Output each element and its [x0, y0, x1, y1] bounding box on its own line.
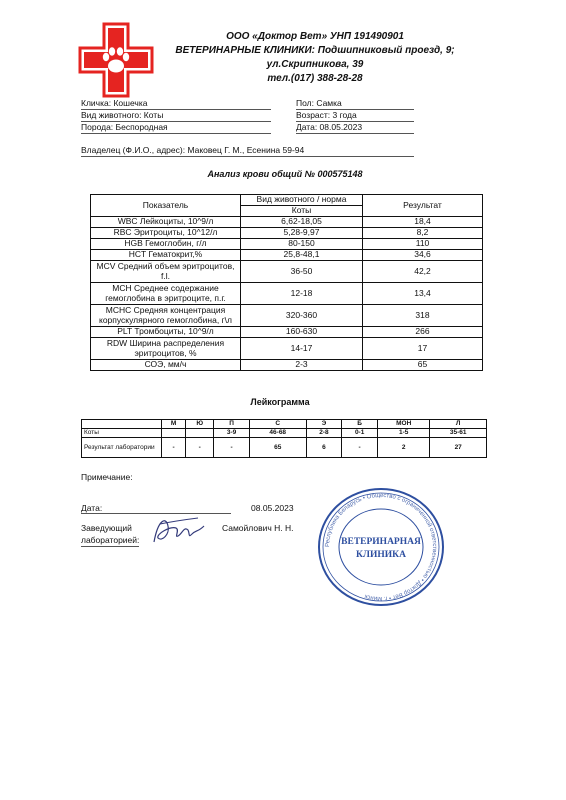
leukogram-col-header: Э: [306, 420, 342, 429]
cell-param: WBC Лейкоциты, 10^9/л: [91, 217, 241, 228]
leukogram-norm-cell: 46-68: [249, 429, 306, 438]
leukogram-col-header: М: [162, 420, 186, 429]
table-row: [91, 360, 483, 371]
cell-result: 34,6: [363, 250, 483, 261]
stamp-center-2: КЛИНИКА: [356, 550, 406, 560]
leukogram-col-header: С: [249, 420, 306, 429]
leukogram-result-cell: 6: [306, 438, 342, 458]
head-name: Самойлович Н. Н.: [222, 523, 294, 533]
signature-icon: [148, 512, 208, 548]
stamp-ring-text: Республика Беларусь • Общество с ограниченной ответственностью • Доктор Вет • г. Минск: [324, 492, 438, 602]
date-label: Дата:: [81, 503, 103, 513]
leukogram-col-header: Б: [342, 420, 378, 429]
cell-result: 18,4: [363, 217, 483, 228]
cell-norm: 25,8-48,1: [241, 250, 363, 261]
leukogram-norm-label: Коты: [82, 429, 162, 438]
cell-param: HGB Гемоглобин, г/л: [91, 239, 241, 250]
head-label-1: Заведующий: [81, 523, 132, 533]
header-line-2: ВЕТЕРИНАРНЫЕ КЛИНИКИ: Подшипниковый проезд, 9;: [175, 45, 455, 56]
leukogram-result-cell: -: [214, 438, 250, 458]
leukogram-result-cell: -: [186, 438, 214, 458]
note-label: Примечание:: [81, 472, 133, 482]
header-line-4: тел.(017) 388-28-28: [267, 73, 363, 84]
table-row: [91, 338, 483, 360]
leukogram-result-label: Результат лаборатории: [82, 438, 162, 458]
cell-norm: 2-3: [241, 360, 363, 371]
cell-norm: 6,62-18,05: [241, 217, 363, 228]
cell-norm: 36-50: [241, 261, 363, 283]
patient-date: Дата: 08.05.2023: [296, 122, 414, 134]
cell-param: MCH Среднее содержание гемоглобина в эритроците, п.г.: [91, 283, 241, 305]
clinic-stamp-icon: [316, 486, 446, 608]
cell-param: MCV Средний объем эритроцитов, f.l.: [91, 261, 241, 283]
patient-species: Вид животного: Коты: [81, 110, 271, 122]
header-line-1: ООО «Доктор Вет» УНП 191490901: [226, 31, 404, 42]
stamp-center-1: ВЕТЕРИНАРНАЯ: [341, 537, 421, 547]
leukogram-norm-cell: 1-5: [378, 429, 430, 438]
patient-owner: Владелец (Ф.И.О., адрес): Маковец Г. М., Есенина 59-94: [81, 145, 414, 157]
leukogram-norm-cell: 2-8: [306, 429, 342, 438]
clinic-logo-icon: [78, 22, 154, 98]
leukogram-norm-cell: 0-1: [342, 429, 378, 438]
patient-breed: Порода: Беспородная: [81, 122, 271, 134]
patient-nickname: Кличка: Кошечка: [81, 98, 271, 110]
leukogram-result-cell: 2: [378, 438, 430, 458]
cell-result: 17: [363, 338, 483, 360]
cell-norm: 160-630: [241, 327, 363, 338]
cell-norm: 320-360: [241, 305, 363, 327]
cell-result: 266: [363, 327, 483, 338]
cell-param: RBC Эритроциты, 10^12/л: [91, 228, 241, 239]
cell-result: 42,2: [363, 261, 483, 283]
clinic-header: [150, 30, 480, 86]
header-param: Показатель: [91, 195, 241, 217]
leukogram-col-header: Л: [430, 420, 487, 429]
date-value: 08.05.2023: [251, 503, 294, 513]
cell-result: 318: [363, 305, 483, 327]
cell-norm: 14-17: [241, 338, 363, 360]
leukogram-norm-cell: [186, 429, 214, 438]
table-row: [91, 261, 483, 283]
leukogram-col-header: Ю: [186, 420, 214, 429]
leukogram-table: [81, 419, 487, 458]
cell-result: 65: [363, 360, 483, 371]
table-row: [91, 217, 483, 228]
analysis-title: Анализ крови общий № 000575148: [207, 169, 363, 179]
cell-param: HCT Гематокрит,%: [91, 250, 241, 261]
leukogram-title: Лейкограмма: [250, 397, 310, 407]
cell-norm: 5,28-9,97: [241, 228, 363, 239]
leukogram-corner: [82, 420, 162, 429]
leukogram-col-header: П: [214, 420, 250, 429]
leukogram-norm-cell: 35-61: [430, 429, 487, 438]
header-norm-species: Коты: [241, 206, 363, 217]
cell-result: 13,4: [363, 283, 483, 305]
cell-param: СОЭ, мм/ч: [91, 360, 241, 371]
table-row: [91, 228, 483, 239]
table-row: [91, 305, 483, 327]
cell-result: 8,2: [363, 228, 483, 239]
leukogram-result-cell: 27: [430, 438, 487, 458]
cell-result: 110: [363, 239, 483, 250]
leukogram-norm-cell: [162, 429, 186, 438]
header-norm: Вид животного / норма: [241, 195, 363, 206]
cell-param: MCHC Средняя концентрация корпускулярного гемоглобина, г\л: [91, 305, 241, 327]
cell-norm: 12-18: [241, 283, 363, 305]
leukogram-result-cell: -: [342, 438, 378, 458]
head-label-2: лабораторией:: [81, 535, 140, 545]
leukogram-result-cell: -: [162, 438, 186, 458]
leukogram-result-cell: 65: [249, 438, 306, 458]
leukogram-col-header: МОН: [378, 420, 430, 429]
cell-param: RDW Ширина распределения эритроцитов, %: [91, 338, 241, 360]
patient-age: Возраст: 3 года: [296, 110, 414, 122]
table-row: [91, 327, 483, 338]
table-row: [91, 283, 483, 305]
blood-analysis-table: [90, 194, 483, 371]
leukogram-norm-cell: 3-9: [214, 429, 250, 438]
cell-param: PLT Тромбоциты, 10^9/л: [91, 327, 241, 338]
header-result: Результат: [363, 195, 483, 217]
cell-norm: 80-150: [241, 239, 363, 250]
table-row: [91, 239, 483, 250]
header-line-3: ул.Скрипникова, 39: [266, 59, 364, 70]
patient-sex: Пол: Самка: [296, 98, 414, 110]
table-row: [91, 250, 483, 261]
